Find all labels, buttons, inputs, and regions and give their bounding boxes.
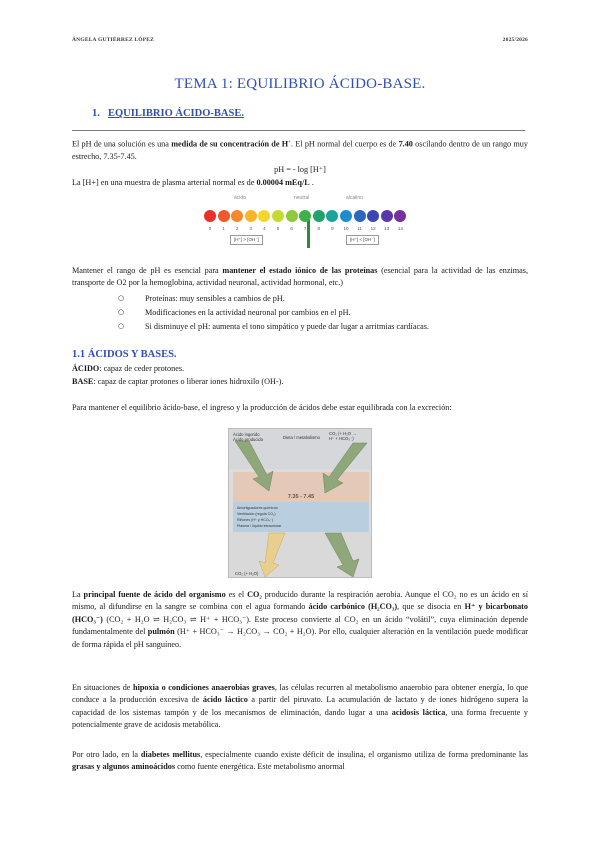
text: , que se disocia en [397,602,465,612]
hipoxia-paragraph [72,682,528,732]
term: ÁCIDO [72,364,100,373]
bullet-circle-icon: ○ [118,321,125,330]
header-year: 2025/2026 [502,37,528,43]
section-heading-1-1: 1.1 ÁCIDOS Y BASES. [72,349,177,360]
ph-color-dot [313,210,325,222]
text: a partir del piruvato. La acumulación de lactato y de iones hidrógeno supera la capacidad de los sistemas tampón y de los mecanismos de eliminación, dando lugar a una [72,695,528,717]
ph-color-dot [218,210,230,222]
neutral-marker [307,220,310,248]
ph-color-dot [381,210,393,222]
mantener-paragraph [72,265,528,290]
base-definition [72,376,528,388]
ph-color-dot [231,210,243,222]
acid-base-balance-diagram [228,428,372,578]
text: Mantener el rango de pH es esencial para [72,266,223,275]
diagram-label-co2: CO₂ (+ H₂O → [329,431,357,436]
page-title: TEMA 1: EQUILIBRIO ÁCIDO-BASE. [174,76,426,92]
header-author: ÁNGELA GUTIÉRREZ LÓPEZ [72,37,155,43]
diagram-label-co2-dissoc: H⁺ + HCO₃⁻) [329,436,354,441]
section-number: 1. [92,108,100,119]
ph-color-dot [245,210,257,222]
text: oscilando dentro de un rango muy estrecho, 7.35-7.45. [72,139,528,162]
bold-text: CO₂ [247,590,262,599]
bold-text: diabetes mellitus [140,750,201,759]
text: El pH de una solución es una [72,139,172,149]
co2-arrow [323,443,367,493]
superscript: + [288,140,291,145]
text: como fuente energética. Este metabolismo anormal [175,762,345,772]
ph-tick-label: 7 [303,226,307,231]
list-item-text: Modificaciones en la actividad neuronal por cambios en el pH. [145,307,351,317]
intake-arrow [235,441,273,491]
ph-tick-label: 11 [357,226,362,231]
alkaline-condition-box: [H⁺] < [OH⁻] [346,235,379,245]
section-label: EQUILIBRIO ÁCIDO-BASE. [108,108,244,119]
h-concentration-value: 0.00004 mEq/L [256,178,310,187]
ph-scale-figure [200,195,410,250]
ph-tick-label: 13 [384,226,390,231]
bold-text: pulmón [147,627,175,637]
section-divider [72,130,525,131]
ph-color-dot [272,210,284,222]
ph-tick-label: 9 [331,226,334,231]
list-item-text: Proteínas: muy sensibles a cambios de pH. [145,294,285,303]
diagram-arrows [229,429,372,578]
text: Por otro lado, en la [72,750,141,759]
definition: : capaz de captar protones o liberar iones hidroxilo (OH-). [93,377,284,386]
diagram-label-diet: Dieta / metabolismo [283,435,321,440]
list-item [118,306,528,320]
ph-tick-label: 3 [249,226,253,231]
bold-text: medida de su concentración de H [171,139,289,149]
text: es el [225,590,248,599]
bold-text: H⁺ y bicarbonato (HCO₃⁻) [72,602,529,624]
text: , especialmente cuando existe déficit de insulina, el organismo utiliza de forma predominante las [200,750,528,759]
list-item-text: Si disminuye el pH: aumenta el tono simpático y puede dar lugar a arritmias cardíacas. [145,321,429,331]
ph-tick-label: 5 [276,226,280,231]
bold-text: ácido carbónico (H₂CO₃) [308,602,398,612]
intro-paragraph [72,137,528,164]
ph-tick-label: 4 [263,226,266,231]
diagram-item: Riñones (H⁺ y HCO₃⁻) [237,518,274,522]
h-concentration-paragraph [72,177,528,189]
list-item [118,292,528,306]
diabetes-paragraph [72,749,528,774]
diagram-label-ingested: Ácido ingerido [233,432,260,437]
text: . El pH normal del cuerpo es de [290,139,399,149]
ph-color-dot [354,210,366,222]
bold-text: grasas y algunos aminoácidos [72,762,176,772]
text: La [H+] en una muestra de plasma arterial normal es de [72,178,257,187]
ph-tick-label: 14 [397,226,403,231]
text: (CO₂ + H₂O ⇌ H₂CO₃ ⇌ H⁺ + HCO₃⁻). Este proceso convierte al CO₂ en un ácido “volátil”, cuya eliminación depende fundamentalmente del [72,614,528,637]
excretion-arrow-right [325,533,359,577]
ph-formula: pH = - log [H⁺] [274,165,326,174]
diagram-item: Ventilación (regula CO₂) [237,512,276,516]
ph-tick-label: 10 [343,226,349,231]
ph-tick-label: 8 [317,226,321,231]
neutral-label: neutral [294,195,310,201]
section-heading-1 [92,108,244,119]
bold-text: hipoxia o condiciones anaerobias graves [133,683,275,692]
excretion-arrow-left [259,533,285,577]
ph-tick-label: 12 [370,226,376,231]
list-item [118,320,528,334]
bullet-list [118,292,528,333]
text: (H⁺ + HCO₃⁻ → H₂CO₃ → CO₂ + H₂O). Por ello, cualquier alteración en la ventilación puede modificar de forma rápida el pH sanguíneo. [72,627,528,649]
ph-tick-label: 1 [222,226,225,231]
ph-tick-label: 0 [208,226,212,231]
text: , una forma frecuente y potencialmente grave de acidosis metabólica. [72,707,528,730]
diagram-ph-range: 7.35 - 7.45 [287,494,315,500]
bold-text: ácido láctico [202,695,248,705]
acido-definition [72,363,528,375]
equilibrio-paragraph: Para mantener el equilibrio ácido-base, el ingreso y la producción de ácidos debe estar equilibrada con la excreción: [72,403,452,412]
text: En situaciones de [72,683,134,692]
ph-normal-value: 7.40 [398,139,413,149]
text: producido durante la respiración aerobia. Aunque el CO₂ no es un ácido en sí mismo, al difundirse en la sangre se combina con el agua formando [72,590,528,612]
acid-label: ácido [234,195,246,201]
ph-color-dot [204,210,216,222]
term: BASE [72,377,94,386]
ph-color-dot [394,210,406,222]
definition: : capaz de ceder protones. [99,364,185,373]
diagram-item: Plasma / líquido intracelular [237,524,282,528]
ph-tick-label: 6 [290,226,293,231]
ph-color-dot [286,210,298,222]
ph-color-dot [258,210,270,222]
principal-fuente-paragraph [72,589,528,651]
bullet-circle-icon: ○ [118,294,125,302]
text: (esencial para la actividad de las enzimas, transporte de O2 por la hemoglobina, actividad neuronal, actividad hormonal, etc.) [72,266,529,288]
text: La [72,590,84,599]
text: . [309,178,314,187]
diagram-label-bottom: CO₂ (+ H₂O) [235,571,259,576]
diagram-label-produced: Ácido producido [233,437,264,442]
bold-text: mantener el estado iónico de las proteínas [222,266,378,275]
ph-color-dot [326,210,338,222]
bold-text: principal fuente de ácido del organismo [83,590,226,599]
diagram-item: Amortiguadores químicos [237,506,278,510]
alkaline-label: alcalino [346,195,363,201]
acid-condition-box: [H⁺] > [OH⁻] [230,235,263,245]
text: , las células recurren al metabolismo anaerobio para obtener energía, lo que conduce a la producción excesiva de [72,683,528,705]
bullet-circle-icon: ○ [118,307,125,316]
bold-text: acidosis láctica [391,707,446,717]
ph-color-dot [367,210,379,222]
ph-color-dot [340,210,352,222]
ph-tick-label: 2 [235,226,239,231]
